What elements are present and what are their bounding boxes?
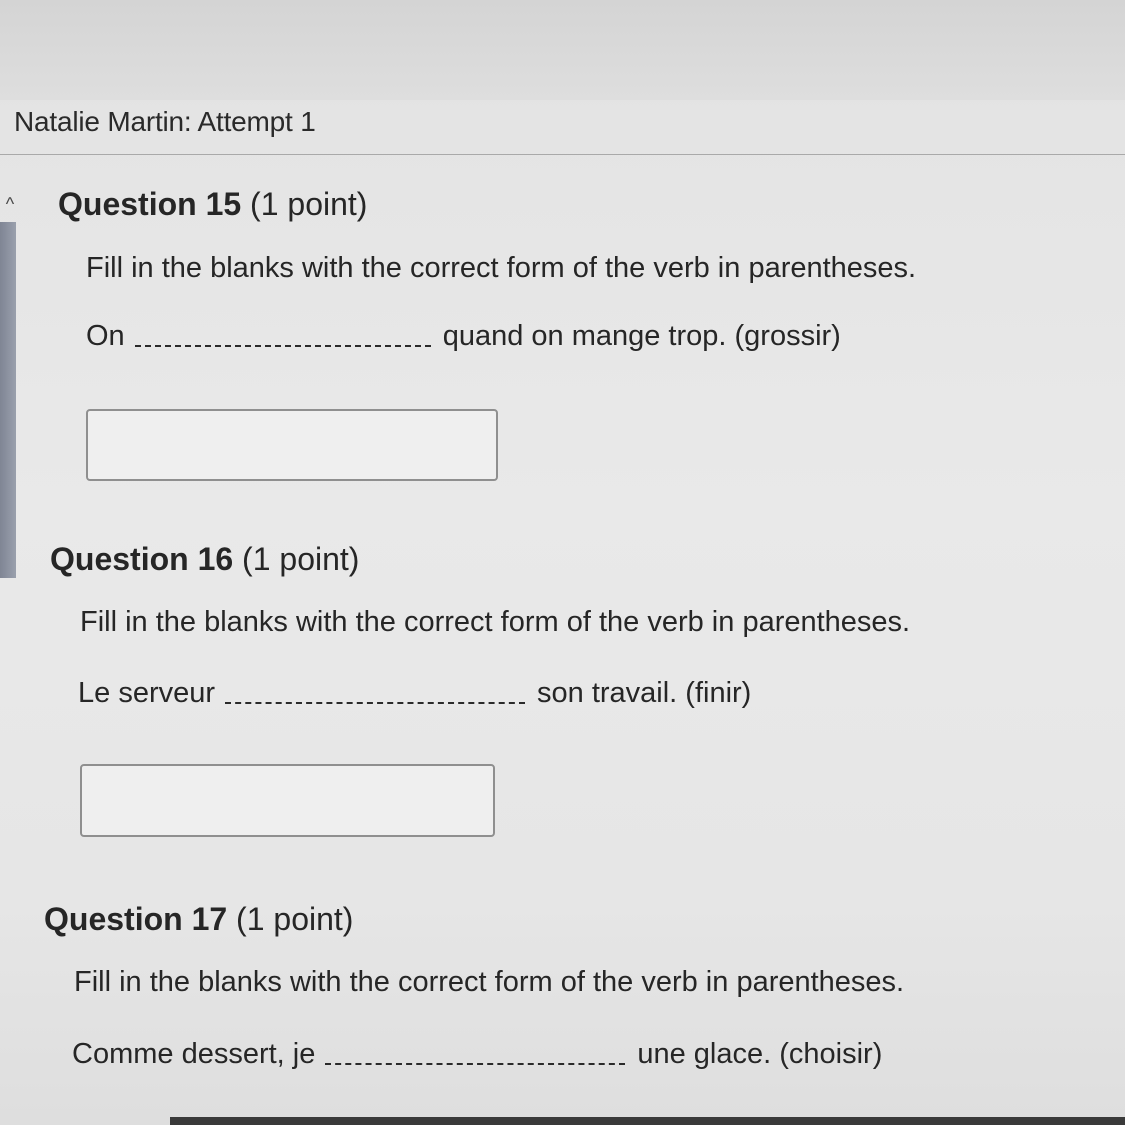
question-instructions: Fill in the blanks with the correct form of the verb in parentheses. [86, 252, 917, 284]
sentence-blank [135, 345, 431, 347]
question-17-heading [44, 901, 353, 938]
question-sentence [86, 320, 841, 353]
bottom-edge-bar [170, 1117, 1125, 1125]
question-15-heading [58, 186, 367, 223]
collapse-chevron-icon[interactable]: ^ [5, 194, 15, 214]
question-side-rail [0, 222, 16, 578]
sentence-prefix: Comme dessert, je [72, 1038, 316, 1070]
question-points: (1 point) [250, 186, 368, 222]
question-number: Question 15 [58, 186, 242, 222]
question-points: (1 point) [242, 541, 360, 577]
attempt-title: Natalie Martin: Attempt 1 [14, 106, 316, 137]
question-16-heading [50, 541, 359, 578]
sentence-suffix: quand on mange trop. (grossir) [442, 320, 841, 352]
question-number: Question 16 [50, 541, 234, 577]
question-sentence [72, 1038, 882, 1071]
top-band [0, 0, 1125, 100]
sentence-prefix: On [86, 320, 125, 352]
sentence-blank [325, 1063, 625, 1065]
sentence-prefix: Le serveur [78, 677, 216, 709]
question-instructions: Fill in the blanks with the correct form of the verb in parentheses. [80, 606, 911, 638]
sentence-suffix: une glace. (choisir) [637, 1038, 883, 1070]
question-number: Question 17 [44, 901, 228, 937]
sentence-blank [225, 702, 525, 704]
question-sentence [78, 677, 751, 710]
question-points: (1 point) [236, 901, 354, 937]
question-15-answer-field[interactable] [86, 409, 498, 481]
question-16-answer-field[interactable] [80, 764, 495, 837]
sentence-suffix: son travail. (finir) [537, 677, 752, 709]
header-divider [0, 154, 1125, 155]
question-instructions: Fill in the blanks with the correct form of the verb in parentheses. [74, 966, 905, 998]
